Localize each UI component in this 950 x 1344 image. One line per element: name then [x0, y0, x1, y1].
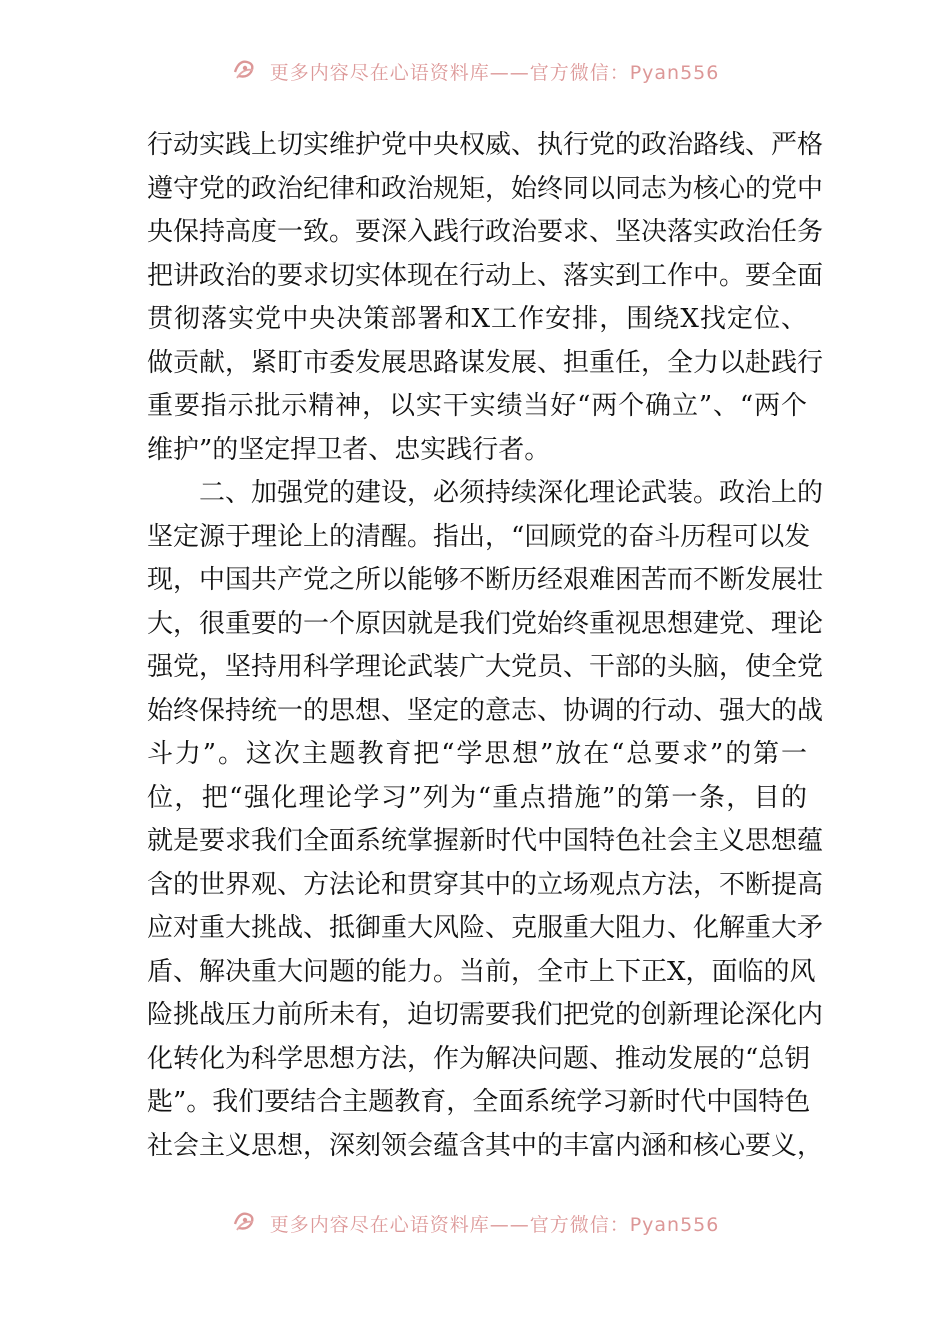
text-line: 就是要求我们全面系统掌握新时代中国特色社会主义思想蕴	[147, 826, 824, 856]
text-line: 盾、解决重大问题的能力。当前，全市上下正X，面临的风	[147, 956, 816, 987]
text-line: 贯彻落实党中央决策部署和X工作安排，围绕X找定位、	[147, 304, 807, 334]
text-line: 始终保持统一的思想、坚定的意志、协调的行动、强大的战	[147, 695, 824, 726]
text-line: 遵守党的政治纪律和政治规矩，始终同以同志为核心的党中	[147, 173, 824, 204]
text-line: 险挑战压力前所未有，迫切需要我们把党的创新理论深化内	[147, 1000, 824, 1030]
logo-icon	[231, 1210, 257, 1237]
text-line: 社会主义思想，深刻领会蕴含其中的丰富内涵和核心要义，	[147, 1130, 824, 1161]
text-line: 应对重大挑战、抵御重大风险、克服重大阻力、化解重大矛	[147, 913, 824, 943]
text-line: 央保持高度一致。要深入践行政治要求、坚决落实政治任务	[147, 217, 824, 247]
text-line: 强党，坚持用科学理论武装广大党员、干部的头脑，使全党	[147, 652, 824, 682]
text-line: 含的世界观、方法论和贯穿其中的立场观点方法，不断提高	[147, 869, 824, 900]
text-line: 二、加强党的建设，必须持续深化理论武装。政治上的	[147, 478, 824, 508]
header-watermark	[0, 58, 950, 85]
watermark-text: 更多内容尽在心语资料库——官方微信：Pyan556	[269, 1214, 720, 1236]
text-line: 位，把“强化理论学习”列为“重点措施”的第一条，目的	[147, 782, 807, 813]
text-line: 重要指示批示精神，以实干实绩当好“两个确立”、“两个	[147, 391, 807, 421]
text-line: 大，很重要的一个原因就是我们党始终重视思想建党、理论	[147, 608, 824, 639]
logo-icon	[231, 58, 257, 85]
text-line: 坚定源于理论上的清醒。指出，“回顾党的奋斗历程可以发	[147, 521, 811, 552]
watermark-text: 更多内容尽在心语资料库——官方微信：Pyan556	[269, 62, 720, 84]
footer-watermark	[0, 1210, 950, 1237]
text-line: 现，中国共产党之所以能够不断历经艰难困苦而不断发展壮	[147, 565, 824, 595]
text-line: 化转化为科学思想方法，作为解决问题、推动发展的“总钥	[147, 1043, 811, 1074]
text-line: 斗力”。这次主题教育把“学思想”放在“总要求”的第一	[147, 739, 807, 769]
text-line: 做贡献，紧盯市委发展思路谋发展、担重任，全力以赴践行	[147, 347, 824, 378]
text-line: 把讲政治的要求切实体现在行动上、落实到工作中。要全面	[147, 260, 824, 291]
text-line: 维护”的坚定捍卫者、忠实践行者。	[147, 434, 551, 465]
text-line: 行动实践上切实维护党中央权威、执行党的政治路线、严格	[147, 130, 824, 160]
text-line: 匙”。我们要结合主题教育，全面系统学习新时代中国特色	[147, 1087, 811, 1117]
